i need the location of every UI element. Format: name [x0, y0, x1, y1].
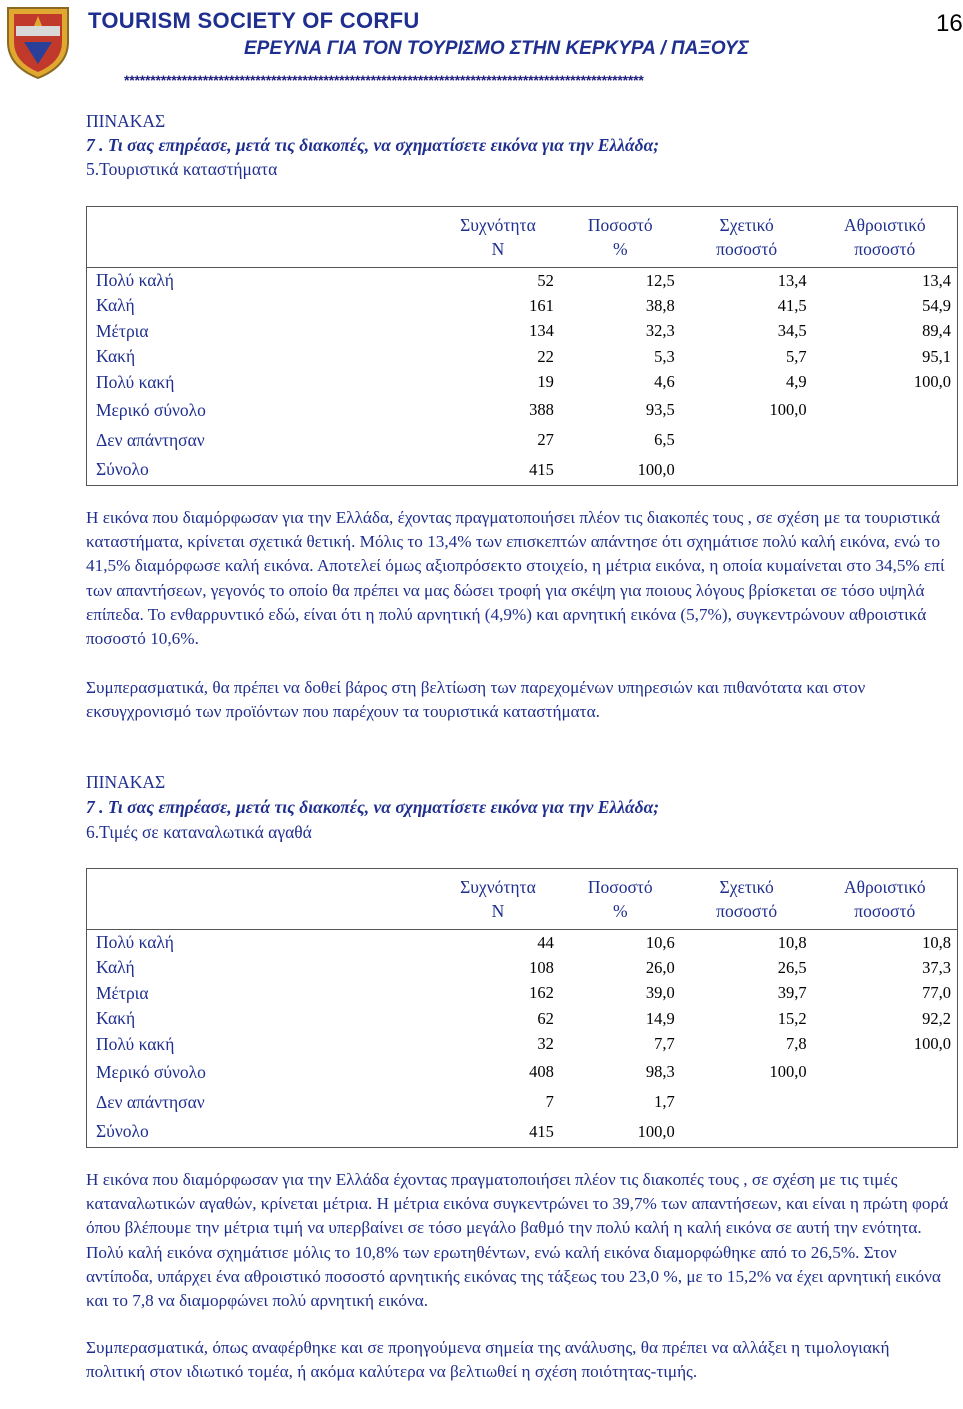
cell-cum: 89,4 — [922, 321, 951, 341]
cell-rel: 26,5 — [777, 957, 807, 977]
cell-pct: 7,7 — [654, 1034, 675, 1054]
cell-pct: 98,3 — [645, 1062, 675, 1081]
cell-cum: 95,1 — [922, 346, 951, 366]
table-row — [87, 930, 958, 956]
row-label: Σύνολο — [96, 459, 149, 480]
cell-pct: 93,5 — [645, 400, 675, 419]
cell-cum — [813, 425, 958, 455]
cell-cum: 37,3 — [922, 957, 951, 977]
cell-cum: 54,9 — [922, 295, 951, 315]
cell-rel — [681, 455, 813, 485]
table-row — [87, 1087, 958, 1117]
table-row — [87, 1057, 958, 1087]
cell-pct: 5,3 — [654, 346, 675, 366]
table-row — [87, 1032, 958, 1058]
col-freq: Συχνότητα N — [460, 877, 536, 921]
table-row — [87, 319, 958, 345]
col-cum: Αθροιστικό ποσοστό — [844, 215, 926, 259]
cell-rel: 10,8 — [777, 932, 807, 952]
row-label: Κακή — [96, 346, 136, 367]
cell-cum: 13,4 — [922, 270, 951, 290]
shield-logo — [2, 2, 74, 80]
cell-rel — [681, 425, 813, 455]
cell-cum — [813, 455, 958, 485]
table-header-row — [87, 207, 958, 268]
cell-cum: 10,8 — [922, 932, 951, 952]
cell-rel: 100,0 — [769, 400, 807, 419]
col-rel: Σχετικό ποσοστό — [716, 215, 778, 259]
table-header-row — [87, 869, 958, 930]
section2-item: 6.Τιμές σε καταναλωτικά αγαθά — [86, 822, 312, 842]
table-row — [87, 370, 958, 396]
cell-cum — [813, 1117, 958, 1147]
cell-rel: 39,7 — [777, 983, 807, 1003]
section1-title: ΠΙΝΑΚΑΣ — [86, 111, 166, 131]
row-label: Κακή — [96, 1008, 136, 1029]
table-shops — [86, 206, 958, 486]
section2-title: ΠΙΝΑΚΑΣ — [86, 772, 166, 792]
cell-freq: 32 — [537, 1034, 554, 1054]
cell-cum — [813, 1087, 958, 1117]
cell-pct: 6,5 — [654, 430, 675, 449]
cell-freq: 161 — [529, 295, 554, 315]
row-label: Μερικό σύνολο — [96, 399, 206, 420]
row-label: Πολύ κακή — [96, 371, 175, 392]
page-number: 16 — [936, 10, 963, 37]
cell-pct: 1,7 — [654, 1092, 675, 1111]
cell-rel: 4,9 — [785, 372, 807, 392]
cell-pct: 14,9 — [645, 1008, 675, 1028]
table-row — [87, 293, 958, 319]
row-label: Πολύ κακή — [96, 1033, 175, 1054]
col-cum: Αθροιστικό ποσοστό — [844, 877, 926, 921]
cell-freq: 108 — [529, 957, 554, 977]
section1-item: 5.Τουριστικά καταστήματα — [86, 159, 278, 179]
col-pct: Ποσοστό % — [587, 215, 653, 259]
row-label: Μερικό σύνολο — [96, 1061, 206, 1082]
cell-freq: 7 — [545, 1092, 554, 1111]
cell-freq: 134 — [529, 321, 554, 341]
cell-freq: 62 — [537, 1008, 554, 1028]
cell-pct: 4,6 — [654, 372, 675, 392]
cell-cum: 100,0 — [913, 372, 951, 392]
cell-pct: 26,0 — [645, 957, 675, 977]
col-pct: Ποσοστό % — [587, 877, 653, 921]
table-row — [87, 425, 958, 455]
cell-freq: 44 — [537, 932, 554, 952]
cell-freq: 408 — [529, 1062, 554, 1081]
cell-rel: 41,5 — [777, 295, 807, 315]
cell-freq: 22 — [537, 346, 554, 366]
cell-pct: 100,0 — [637, 459, 675, 479]
cell-rel: 15,2 — [777, 1008, 807, 1028]
cell-rel: 100,0 — [769, 1062, 807, 1081]
cell-cum: 92,2 — [922, 1008, 951, 1028]
col-freq: Συχνότητα N — [460, 215, 536, 259]
cell-freq: 27 — [537, 430, 554, 449]
document-subtitle: ΕΡΕΥΝΑ ΓΙΑ ΤΟΝ ΤΟΥΡΙΣΜΟ ΣΤΗΝ ΚΕΡΚΥΡΑ / ΠΑΞΟΥΣ — [244, 38, 749, 59]
section2-question: 7 . Τι σας επηρέασε, μετά τις διακοπές, να σχηματίσετε εικόνα για την Ελλάδα; — [86, 797, 660, 817]
row-label: Καλή — [96, 957, 135, 978]
cell-freq: 162 — [529, 983, 554, 1003]
row-label: Δεν απάντησαν — [96, 1091, 205, 1112]
row-label: Δεν απάντησαν — [96, 429, 205, 450]
row-label: Πολύ καλή — [96, 270, 174, 290]
cell-freq: 388 — [529, 400, 554, 419]
organization-title: TOURISM SOCIETY OF CORFU — [88, 8, 420, 33]
cell-pct: 32,3 — [645, 321, 675, 341]
row-label: Καλή — [96, 295, 135, 316]
table-row — [87, 981, 958, 1007]
cell-cum — [813, 395, 958, 425]
cell-cum: 100,0 — [913, 1034, 951, 1054]
table-prices — [86, 868, 958, 1148]
cell-freq: 415 — [529, 1121, 554, 1141]
cell-rel — [681, 1087, 813, 1117]
cell-pct: 12,5 — [645, 270, 675, 290]
table-row — [87, 268, 958, 294]
row-label: Πολύ καλή — [96, 932, 174, 952]
section1-question: 7 . Τι σας επηρέασε, μετά τις διακοπές, να σχηματίσετε εικόνα για την Ελλάδα; — [86, 135, 660, 155]
row-label: Μέτρια — [96, 320, 149, 341]
section1-paragraph-1: Η εικόνα που διαμόρφωσαν για την Ελλάδα, έχοντας πραγματοποιήσει πλέον τις διακοπές τους , σε σχέση με τα τουριστικά καταστήματα, κρίνεται σχετικά θετική. Μόλις το 13,4% των επισκεπτών απάντησε ότι σχημάτισε πολύ καλή εικόνα, ενώ το 41,5% διαμόρφωσε καλή εικόνα. Αποτελεί όμως αξιοπρόσεκτο στοιχείο, η μέτρια εικόνα, η οποία κυμαίνεται στο 34,5% επί των απαντήσεων, γεγονός το οποίο θα πρέπει να μας δώσει τροφή για σκέψη για ποιους λόγους βρίσκεται σε τόσο υψηλά επίπεδα. Το ενθαρρυντικό εδώ, είναι ότι η πολύ αρνητική (4,9%) και αρνητική εικόνα (5,7%), συγκεντρώνουν αθροιστικά ποσοστό 10,6%. — [86, 508, 945, 649]
table-row — [87, 395, 958, 425]
table-row — [87, 955, 958, 981]
cell-pct: 100,0 — [637, 1121, 675, 1141]
cell-freq: 415 — [529, 459, 554, 479]
cell-cum: 77,0 — [922, 983, 951, 1003]
table-row — [87, 455, 958, 485]
cell-rel: 5,7 — [785, 346, 807, 366]
row-label: Μέτρια — [96, 982, 149, 1003]
table-row — [87, 344, 958, 370]
cell-rel — [681, 1117, 813, 1147]
cell-freq: 52 — [537, 270, 554, 290]
table-row — [87, 1006, 958, 1032]
cell-cum — [813, 1057, 958, 1087]
cell-pct: 39,0 — [645, 983, 675, 1003]
cell-pct: 38,8 — [645, 295, 675, 315]
cell-rel: 13,4 — [777, 270, 807, 290]
section2-paragraph-2: Συμπερασματικά, όπως αναφέρθηκε και σε προηγούμενα σημεία της ανάλυσης, θα πρέπει να αλλάξει η τιμολογιακή πολιτική στον ιδιωτικό τομέα, ή ακόμα καλύτερα να βελτιωθεί η σχέση ποιότητας-τιμής. — [86, 1338, 890, 1382]
row-label: Σύνολο — [96, 1121, 149, 1142]
cell-rel: 34,5 — [777, 321, 807, 341]
col-rel: Σχετικό ποσοστό — [716, 877, 778, 921]
cell-freq: 19 — [537, 372, 554, 392]
star-divider: *************************************************************************************************** — [124, 72, 644, 88]
section2-paragraph-1: Η εικόνα που διαμόρφωσαν για την Ελλάδα έχοντας πραγματοποιήσει πλέον τις διακοπές τους , σε σχέση με τις τιμές καταναλωτικών αγαθών, κρίνεται μέτρια. Η μέτρια εικόνα συγκεντρώνει το 39,7% των απαντήσεων, και είναι η πρώτη φορά όπου βλέπουμε την μέτρια τιμή να υπερβαίνει σε τόσο μεγάλο βαθμό την πολύ καλή η καλή εικόνα σε αυτή την ενότητα. Πολύ καλή εικόνα σχημάτισε μόλις το 10,8% των ερωτηθέντων, ενώ καλή εικόνα διαμορφώθηκε από το 26,5%. Στον αντίποδα, υπάρχει ένα αθροιστικό ποσοστό αρνητικής εικόνας της τάξεως του 23,0 %, με το 15,2% να έχει αρνητική εικόνα και το 7,8 να διαμορφώνει πολύ αρνητική εικόνα. — [86, 1170, 949, 1311]
cell-rel: 7,8 — [785, 1034, 807, 1054]
table-row — [87, 1117, 958, 1147]
cell-pct: 10,6 — [645, 932, 675, 952]
section1-paragraph-2: Συμπερασματικά, θα πρέπει να δοθεί βάρος στη βελτίωση των παρεχομένων υπηρεσιών και πιθανότατα και στον εκσυγχρονισμό των προϊόντων που παρέχουν τα τουριστικά καταστήματα. — [86, 678, 866, 722]
